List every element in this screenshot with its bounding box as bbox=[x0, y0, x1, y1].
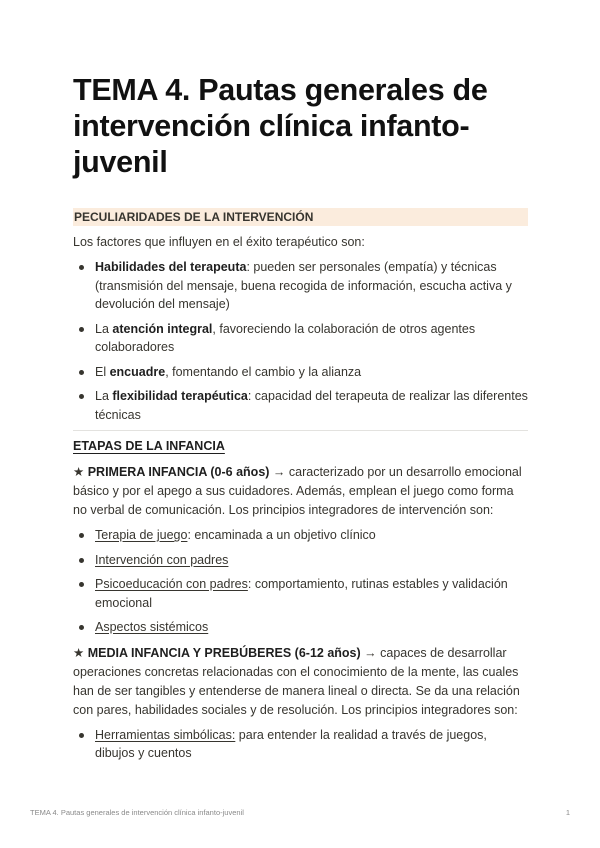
stage-text: → caracterizado por un desarrollo emocional básico y por el apego a sus cuidadores. Además, emplean el juego como forma no verbal de comunicación. Los principios integradores de intervención son: bbox=[73, 465, 522, 517]
bullet-icon bbox=[79, 558, 84, 563]
item-link[interactable]: Aspectos sistémicos bbox=[95, 620, 209, 634]
item-link[interactable]: Terapia de juego bbox=[95, 528, 188, 542]
list-item bbox=[73, 526, 528, 545]
bullet-icon bbox=[79, 533, 84, 538]
item-bold: atención integral bbox=[112, 321, 213, 336]
bullet-icon bbox=[79, 265, 84, 270]
media-infancia-list bbox=[73, 726, 528, 763]
stage-primera-infancia bbox=[73, 463, 528, 520]
item-prefix: El bbox=[95, 364, 110, 379]
star-icon: ★ bbox=[73, 645, 85, 660]
bullet-icon bbox=[79, 370, 84, 375]
page-number: 1 bbox=[565, 808, 570, 817]
stage-media-infancia bbox=[73, 644, 528, 720]
stage-label: MEDIA INFANCIA Y PREBÚBERES (6-12 años) bbox=[87, 645, 361, 660]
list-item bbox=[73, 726, 528, 763]
item-text: , favoreciendo la colaboración de otros agentes colaboradores bbox=[95, 321, 476, 354]
bullet-icon bbox=[79, 394, 84, 399]
stage-label: PRIMERA INFANCIA (0-6 años) bbox=[87, 465, 270, 479]
list-item bbox=[73, 320, 528, 357]
section-heading-etapas: ETAPAS DE LA INFANCIA bbox=[73, 439, 225, 453]
item-link[interactable]: Psicoeducación con padres bbox=[95, 577, 248, 591]
item-prefix: La bbox=[95, 389, 113, 403]
page-content bbox=[73, 72, 528, 763]
list-item bbox=[73, 618, 528, 637]
item-text: : capacidad del terapeuta de realizar las diferentes técnicas bbox=[95, 389, 528, 422]
list-item bbox=[73, 363, 528, 382]
stage-text: → capaces de desarrollar operaciones concretas relacionadas con el conocimiento de la mente, las cuales han de ser tangibles y entenderse de manera lineal o directa. Se da una relación con pares, habilidades sociales y de resolución. Los principios integradores son: bbox=[73, 645, 520, 717]
bullet-icon bbox=[79, 327, 84, 332]
item-link[interactable]: Herramientas simbólicas: bbox=[95, 727, 236, 742]
section-heading-peculiaridades: PECULIARIDADES DE LA INTERVENCIÓN bbox=[73, 208, 528, 226]
divider bbox=[73, 430, 528, 431]
item-link[interactable]: Intervención con padres bbox=[95, 552, 229, 567]
item-text: : comportamiento, rutinas estables y validación emocional bbox=[95, 577, 508, 610]
star-icon: ★ bbox=[73, 465, 85, 479]
factors-list bbox=[73, 258, 528, 424]
item-text: para entender la realidad a través de juegos, dibujos y cuentos bbox=[95, 727, 487, 760]
item-text: : pueden ser personales (empatía) y técnicas (transmisión del mensaje, buena recogida de información, escucha activa y devolución del mensaje) bbox=[95, 260, 512, 311]
list-item bbox=[73, 575, 528, 612]
page-footer bbox=[30, 808, 570, 817]
list-item bbox=[73, 387, 528, 424]
item-bold: Habilidades del terapeuta bbox=[95, 260, 247, 274]
primera-infancia-list bbox=[73, 526, 528, 637]
item-prefix: La bbox=[95, 321, 113, 336]
list-item bbox=[73, 551, 528, 570]
footer-title: TEMA 4. Pautas generales de intervención clínica infanto-juvenil bbox=[30, 808, 244, 817]
bullet-icon bbox=[79, 625, 84, 630]
bullet-icon bbox=[79, 733, 84, 738]
bullet-icon bbox=[79, 582, 84, 587]
item-bold: flexibilidad terapéutica bbox=[112, 389, 248, 403]
item-text: , fomentando el cambio y la alianza bbox=[165, 364, 362, 379]
section-intro: Los factores que influyen en el éxito terapéutico son: bbox=[73, 235, 365, 249]
item-text: : encaminada a un objetivo clínico bbox=[187, 528, 376, 542]
list-item bbox=[73, 258, 528, 314]
page-title: TEMA 4. Pautas generales de intervención clínica infanto-juvenil bbox=[73, 73, 488, 179]
item-bold: encuadre bbox=[109, 364, 166, 379]
